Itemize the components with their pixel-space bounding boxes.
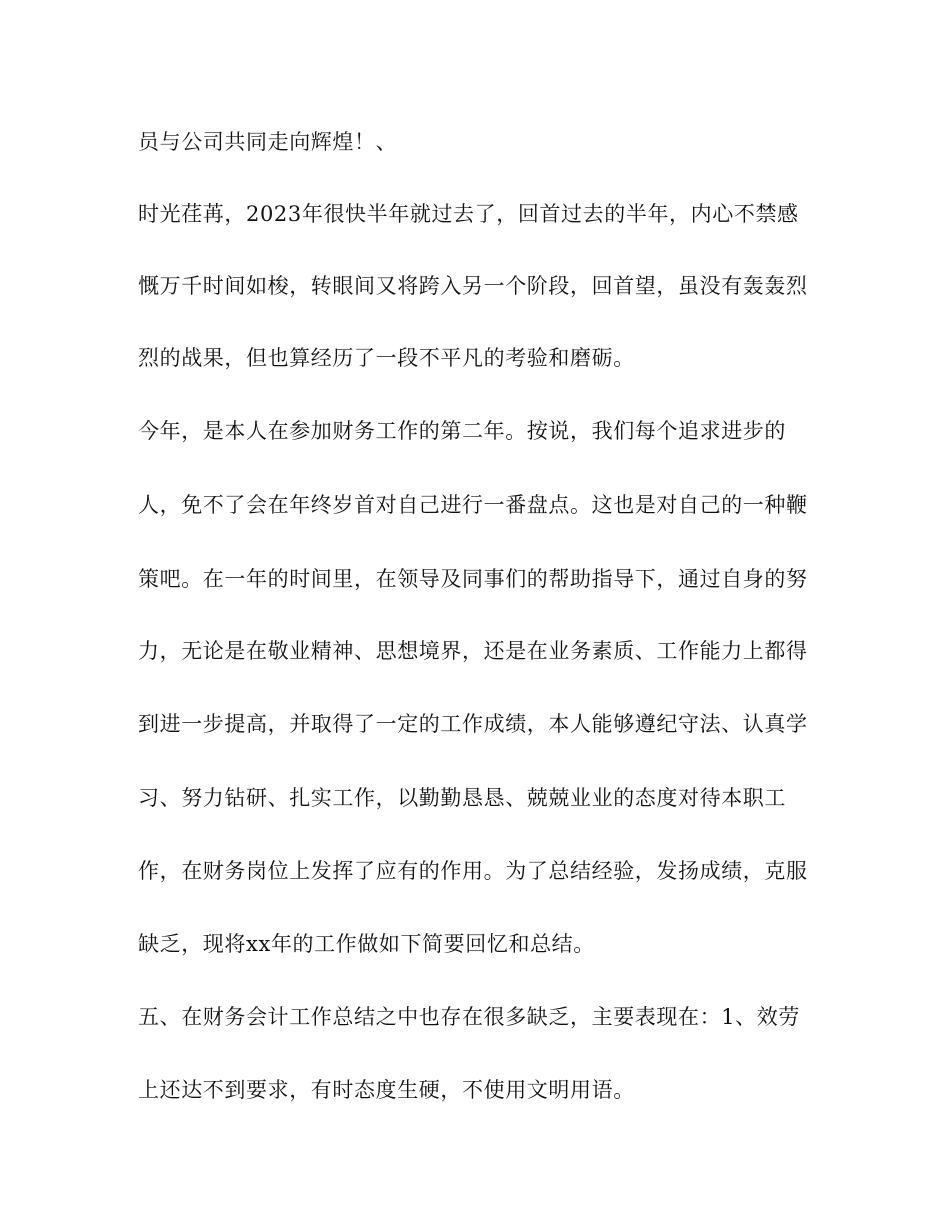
text-line: 习、努力钻研、扎实工作，以勤勤恳恳、兢兢业业的态度对待本职工 <box>138 786 786 810</box>
text-line: 上还达不到要求，有时态度生硬，不使用文明用语。 <box>138 1078 635 1102</box>
text-line: 慨万千时间如梭，转眼间又将跨入另一个阶段，回首望，虽没有轰轰烈 <box>138 274 808 298</box>
text-line: 缺乏，现将xx年的工作做如下简要回忆和总结。 <box>138 932 595 956</box>
text-line: 烈的战果，但也算经历了一段不平凡的考验和磨砺。 <box>138 346 635 370</box>
text-line: 力，无论是在敬业精神、思想境界，还是在业务素质、工作能力上都得 <box>138 639 808 663</box>
text-line: 人，免不了会在年终岁首对自己进行一番盘点。这也是对自己的一种鞭 <box>138 493 808 517</box>
text-line: 时光荏苒，2023年很快半年就过去了，回首过去的半年，内心不禁感 <box>138 202 799 226</box>
text-line: 作，在财务岗位上发挥了应有的作用。为了总结经验，发扬成绩，克服 <box>138 859 808 883</box>
text-line: 五、在财务会计工作总结之中也存在很多缺乏，主要表现在：1、效劳 <box>138 1005 800 1029</box>
text-line: 到进一步提高，并取得了一定的工作成绩，本人能够遵纪守法、认真学 <box>138 712 808 736</box>
text-line: 今年，是本人在参加财务工作的第二年。按说，我们每个追求进步的 <box>138 419 786 443</box>
text-line: 策吧。在一年的时间里，在领导及同事们的帮助指导下，通过自身的努 <box>138 567 808 591</box>
text-line: 员与公司共同走向辉煌！、 <box>138 130 398 154</box>
